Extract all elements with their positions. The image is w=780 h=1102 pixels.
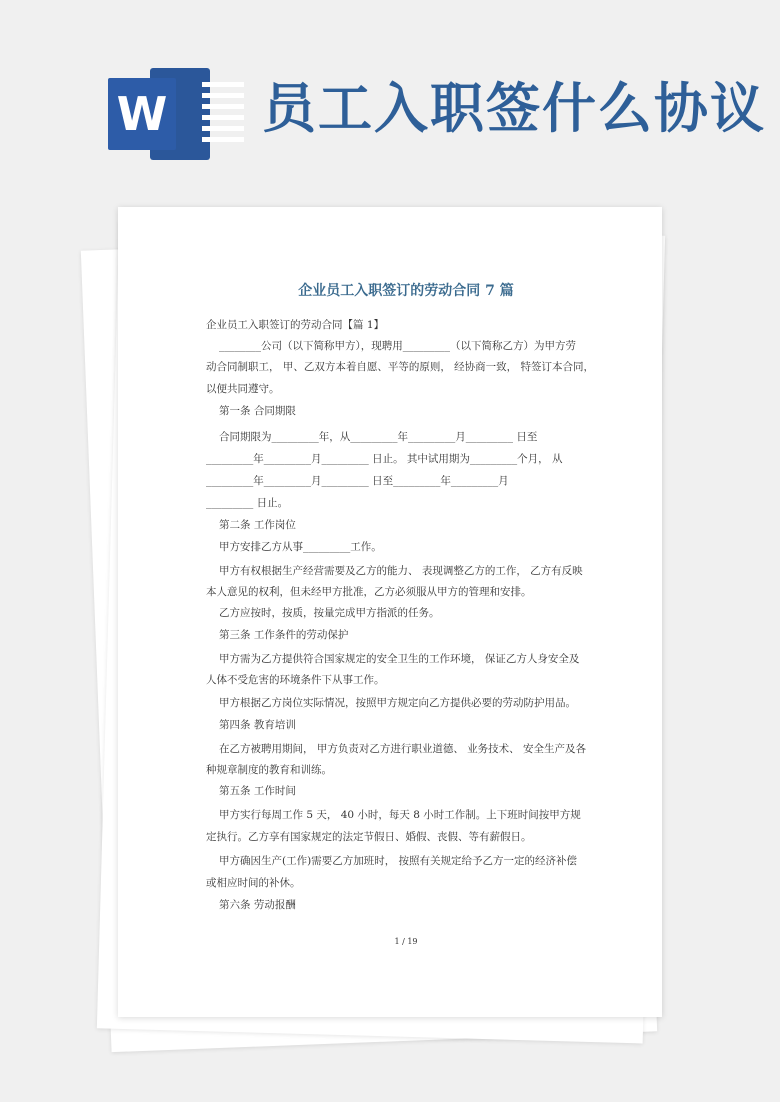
- doc-line: 合同期限为_________年，从_________年_________月_________ 日至: [219, 431, 538, 443]
- doc-line: 第五条 工作时间: [219, 785, 296, 797]
- document-title: 企业员工入职签订的劳动合同 7 篇: [298, 283, 514, 299]
- doc-line: _________年_________月_________ 日至_________年_________月: [206, 475, 509, 487]
- doc-line: 企业员工入职签订的劳动合同【篇 1】: [206, 319, 385, 331]
- doc-line: 第六条 劳动报酬: [219, 899, 296, 911]
- doc-line: 乙方应按时，按质，按量完成甲方指派的任务。: [219, 607, 440, 619]
- doc-line: 甲方需为乙方提供符合国家规定的安全卫生的工作环境， 保证乙方人身安全及: [219, 653, 580, 665]
- doc-line: 甲方安排乙方从事_________工作。: [219, 541, 382, 553]
- doc-line: 第三条 工作条件的劳动保护: [219, 629, 349, 641]
- doc-line: 第四条 教育培训: [219, 719, 296, 731]
- word-logo-letter: W: [108, 78, 176, 150]
- word-logo-lines: [202, 82, 244, 148]
- doc-line: 第一条 合同期限: [219, 405, 296, 417]
- page-number: 1 / 19: [394, 937, 418, 946]
- document-page: [118, 207, 662, 1017]
- doc-line: 动合同制职工， 甲、乙双方本着自愿、平等的原则， 经协商一致， 特签订本合同，: [206, 361, 595, 373]
- doc-line: _________年_________月_________ 日止。 其中试用期为_________个月， 从: [206, 453, 563, 465]
- word-logo-icon: [108, 68, 210, 160]
- doc-line: 或相应时间的补休。: [206, 877, 301, 889]
- doc-line: 甲方根据乙方岗位实际情况，按照甲方规定向乙方提供必要的劳动防护用品。: [219, 697, 576, 709]
- doc-line: 甲方有权根据生产经营需要及乙方的能力、 表现调整乙方的工作， 乙方有反映: [219, 565, 583, 577]
- doc-line: 本人意见的权利，但未经甲方批准，乙方必须服从甲方的管理和安排。: [206, 586, 532, 598]
- doc-line: 甲方确因生产(工作)需要乙方加班时， 按照有关规定给予乙方一定的经济补偿: [219, 855, 578, 867]
- header: [0, 0, 780, 200]
- doc-line: 第二条 工作岗位: [219, 519, 296, 531]
- page-title: 员工入职签什么协议: [262, 76, 766, 140]
- doc-line: 定执行。乙方享有国家规定的法定节假日、婚假、丧假、等有薪假日。: [206, 831, 532, 843]
- doc-line: 以便共同遵守。: [206, 383, 280, 395]
- doc-line: ________公司（以下简称甲方），现聘用_________（以下简称乙方）为甲方劳: [219, 340, 576, 352]
- doc-line: 甲方实行每周工作 5 天， 40 小时，每天 8 小时工作制。上下班时间按甲方规: [219, 809, 581, 821]
- doc-line: _________ 日止。: [206, 497, 289, 509]
- doc-line: 种规章制度的教育和训练。: [206, 764, 332, 776]
- doc-line: 人体不受危害的环境条件下从事工作。: [206, 674, 385, 686]
- doc-line: 在乙方被聘用期间， 甲方负责对乙方进行职业道德、 业务技术、 安全生产及各: [219, 743, 587, 755]
